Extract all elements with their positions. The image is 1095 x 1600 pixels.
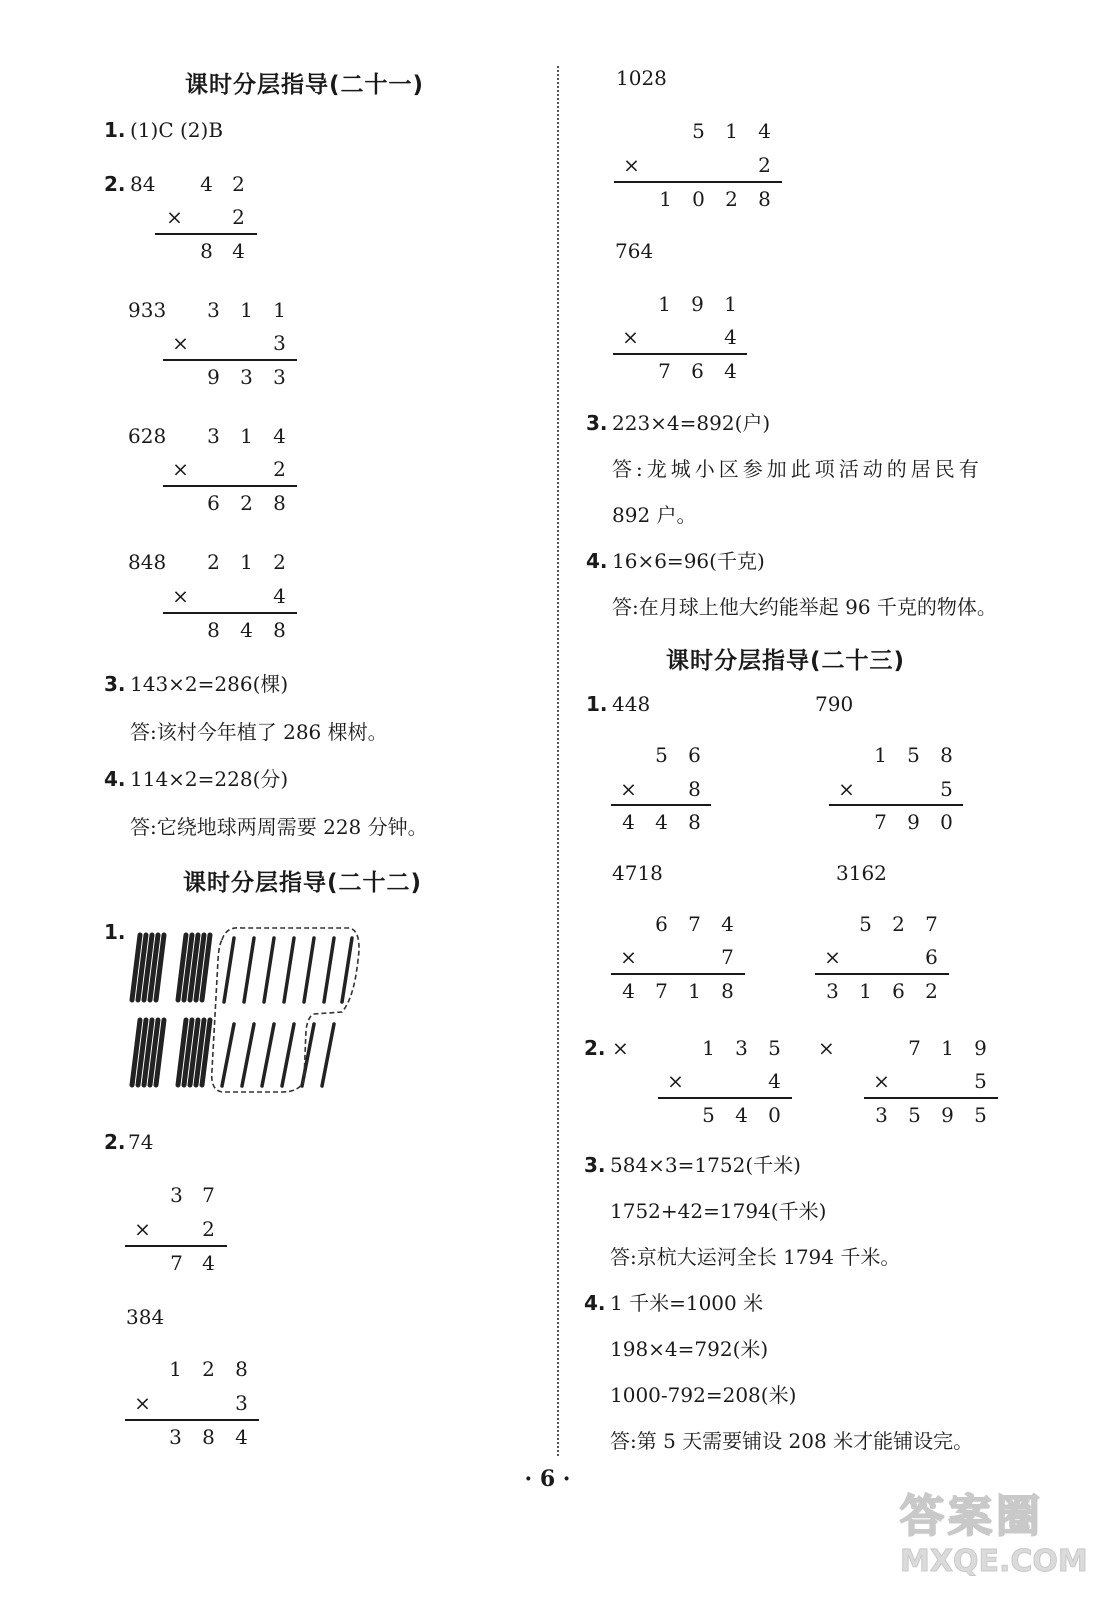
wrong-mark: × <box>612 1036 629 1060</box>
product-digit: 8 <box>273 491 286 515</box>
q4-number: 4. <box>586 549 608 573</box>
multiplier-digit: 3 <box>273 331 286 355</box>
answer-value: 384 <box>126 1305 165 1329</box>
product-digit: 7 <box>170 1251 183 1275</box>
multiplier-digit: 5 <box>940 777 953 801</box>
product-digit: 9 <box>941 1103 954 1127</box>
section-title-23: 课时分层指导(二十三) <box>666 648 906 674</box>
q3-number: 3. <box>104 672 126 696</box>
sum-rule <box>658 1097 792 1099</box>
multiplicand-digit: 3 <box>207 424 220 448</box>
sum-rule <box>163 359 297 361</box>
multiplicand-digit: 1 <box>240 550 253 574</box>
q4-equation: 1 千米=1000 米 <box>610 1291 764 1315</box>
q4-number: 4. <box>104 767 126 791</box>
q3-equation: 584×3=1752(千米) <box>610 1153 801 1177</box>
q3-number: 3. <box>586 411 608 435</box>
bundle-icon <box>178 935 210 1000</box>
product-digit: 9 <box>907 810 920 834</box>
product-digit: 8 <box>721 979 734 1003</box>
times-sign: × <box>134 1391 151 1415</box>
sticks-illustration <box>122 920 367 1095</box>
product-digit: 7 <box>655 979 668 1003</box>
product-digit: 5 <box>974 1103 987 1127</box>
multiplicand-digit: 5 <box>768 1036 781 1060</box>
product-digit: 2 <box>925 979 938 1003</box>
product-digit: 1 <box>859 979 872 1003</box>
multiplicand-digit: 1 <box>240 298 253 322</box>
bundle-icon <box>178 1020 210 1085</box>
times-sign: × <box>620 945 637 969</box>
multiplicand-digit: 5 <box>692 119 705 143</box>
times-sign: × <box>166 205 183 229</box>
product-digit: 7 <box>658 359 671 383</box>
multiplicand-digit: 9 <box>974 1036 987 1060</box>
product-digit: 0 <box>768 1103 781 1127</box>
q4-answer: 答:第 5 天需要铺设 208 米才能铺设完。 <box>610 1429 974 1453</box>
bundle-icon <box>132 935 164 1000</box>
product-digit: 4 <box>240 618 253 642</box>
multiplier-digit: 4 <box>768 1069 781 1093</box>
multiplicand-digit: 6 <box>655 912 668 936</box>
q4-equation: 114×2=228(分) <box>130 767 289 791</box>
watermark-text: 答案圈 <box>900 1491 1044 1542</box>
q3-equation-2: 1752+42=1794(千米) <box>610 1199 827 1223</box>
answer-value: 628 <box>128 424 167 448</box>
multiplicand-digit: 2 <box>232 172 245 196</box>
multiplicand-digit: 8 <box>235 1357 248 1381</box>
multiplier-digit: 6 <box>925 945 938 969</box>
product-digit: 4 <box>724 359 737 383</box>
times-sign: × <box>172 331 189 355</box>
column-divider <box>557 66 559 1456</box>
times-sign: × <box>134 1217 151 1241</box>
q4-number: 4. <box>584 1291 606 1315</box>
product-digit: 7 <box>874 810 887 834</box>
multiplier-digit: 3 <box>235 1391 248 1415</box>
multiplicand-digit: 1 <box>240 424 253 448</box>
multiplicand-digit: 4 <box>758 119 771 143</box>
sum-rule <box>614 181 782 183</box>
times-sign: × <box>838 777 855 801</box>
product-digit: 4 <box>622 979 635 1003</box>
q4-equation-3: 1000-792=208(米) <box>610 1383 797 1407</box>
multiplicand-digit: 1 <box>169 1357 182 1381</box>
multiplicand-digit: 5 <box>859 912 872 936</box>
multiplicand-digit: 7 <box>688 912 701 936</box>
sum-rule <box>613 353 747 355</box>
product-digit: 8 <box>200 239 213 263</box>
answer-value: 3162 <box>836 861 887 885</box>
product-digit: 2 <box>240 491 253 515</box>
product-digit: 4 <box>202 1251 215 1275</box>
sum-rule <box>815 973 949 975</box>
times-sign: × <box>622 325 639 349</box>
multiplicand-digit: 8 <box>940 743 953 767</box>
product-digit: 5 <box>702 1103 715 1127</box>
times-sign: × <box>873 1069 890 1093</box>
sum-rule <box>163 485 297 487</box>
multiplicand-digit: 2 <box>892 912 905 936</box>
product-digit: 3 <box>240 365 253 389</box>
multiplier-digit: 4 <box>724 325 737 349</box>
multiplicand-digit: 5 <box>655 743 668 767</box>
q3-equation: 223×4=892(户) <box>612 411 771 435</box>
section-title-22: 课时分层指导(二十二) <box>183 870 423 896</box>
sum-rule <box>829 804 963 806</box>
product-digit: 0 <box>940 810 953 834</box>
product-digit: 8 <box>207 618 220 642</box>
multiplicand-digit: 1 <box>273 298 286 322</box>
multiplicand-digit: 1 <box>658 292 671 316</box>
multiplier-digit: 2 <box>273 457 286 481</box>
multiplicand-digit: 4 <box>273 424 286 448</box>
multiplicand-digit: 7 <box>908 1036 921 1060</box>
answer-value: 1028 <box>616 66 667 90</box>
times-sign: × <box>623 153 640 177</box>
multiplier-digit: 8 <box>688 777 701 801</box>
multiplicand-digit: 2 <box>207 550 220 574</box>
product-digit: 6 <box>207 491 220 515</box>
product-digit: 3 <box>169 1425 182 1449</box>
multiplicand-digit: 1 <box>874 743 887 767</box>
answer-value: 4718 <box>612 861 663 885</box>
sum-rule <box>611 804 711 806</box>
product-digit: 3 <box>273 365 286 389</box>
product-digit: 5 <box>908 1103 921 1127</box>
multiplicand-digit: 3 <box>735 1036 748 1060</box>
answer-value: 74 <box>128 1130 154 1154</box>
q4-answer: 答:它绕地球两周需要 228 分钟。 <box>130 815 428 839</box>
q4-answer: 答:在月球上他大约能举起 96 千克的物体。 <box>612 595 997 619</box>
q3-answer: 答:龙城小区参加此项活动的居民有 <box>612 457 983 481</box>
product-digit: 4 <box>235 1425 248 1449</box>
answer-value: 848 <box>128 550 167 574</box>
q2-number: 2. <box>104 172 126 196</box>
multiplicand-digit: 1 <box>941 1036 954 1060</box>
product-digit: 8 <box>273 618 286 642</box>
watermark-url: MXQE.COM <box>900 1544 1088 1579</box>
product-digit: 4 <box>622 810 635 834</box>
product-digit: 3 <box>826 979 839 1003</box>
times-sign: × <box>620 777 637 801</box>
multiplicand-digit: 4 <box>200 172 213 196</box>
sum-rule <box>155 233 257 235</box>
multiplicand-digit: 2 <box>273 550 286 574</box>
wrong-mark: × <box>818 1036 835 1060</box>
multiplicand-digit: 2 <box>202 1357 215 1381</box>
q1-number: 1. <box>104 118 126 142</box>
product-digit: 4 <box>735 1103 748 1127</box>
product-digit: 0 <box>692 187 705 211</box>
multiplicand-digit: 6 <box>688 743 701 767</box>
q3-equation: 143×2=286(棵) <box>130 672 289 696</box>
multiplicand-digit: 3 <box>207 298 220 322</box>
product-digit: 4 <box>232 239 245 263</box>
product-digit: 8 <box>202 1425 215 1449</box>
multiplicand-digit: 4 <box>721 912 734 936</box>
multiplicand-digit: 9 <box>691 292 704 316</box>
multiplicand-digit: 1 <box>724 292 737 316</box>
answer-value: 84 <box>130 172 156 196</box>
times-sign: × <box>824 945 841 969</box>
q3-answer: 答:该村今年植了 286 棵树。 <box>130 720 388 744</box>
q4-equation-2: 198×4=792(米) <box>610 1337 769 1361</box>
multiplicand-digit: 7 <box>202 1183 215 1207</box>
multiplicand-digit: 5 <box>907 743 920 767</box>
times-sign: × <box>172 457 189 481</box>
q3-answer: 答:京杭大运河全长 1794 千米。 <box>610 1245 901 1269</box>
sum-rule <box>611 973 745 975</box>
answer-value: 764 <box>615 239 654 263</box>
product-digit: 1 <box>659 187 672 211</box>
answer-value: 933 <box>128 298 167 322</box>
multiplier-digit: 4 <box>273 584 286 608</box>
product-digit: 6 <box>892 979 905 1003</box>
q3-number: 3. <box>584 1153 606 1177</box>
q2-number: 2. <box>584 1036 606 1060</box>
q1-answer: (1)C (2)B <box>130 118 224 142</box>
q3-answer-cont: 892 户。 <box>612 503 697 527</box>
answer-value: 790 <box>815 692 854 716</box>
multiplier-digit: 7 <box>721 945 734 969</box>
product-digit: 8 <box>758 187 771 211</box>
product-digit: 6 <box>691 359 704 383</box>
watermark-logo <box>900 1480 1088 1590</box>
q1-number: 1. <box>586 692 608 716</box>
multiplier-digit: 2 <box>758 153 771 177</box>
multiplier-digit: 5 <box>974 1069 987 1093</box>
multiplicand-digit: 1 <box>702 1036 715 1060</box>
section-title-21: 课时分层指导(二十一) <box>185 72 425 98</box>
answer-value: 448 <box>612 692 651 716</box>
multiplicand-digit: 1 <box>725 119 738 143</box>
multiplicand-digit: 7 <box>925 912 938 936</box>
sum-rule <box>864 1097 998 1099</box>
q1-number: 1. <box>104 920 126 944</box>
product-digit: 4 <box>655 810 668 834</box>
page-number: · 6 · <box>524 1466 571 1492</box>
times-sign: × <box>172 584 189 608</box>
q4-equation: 16×6=96(千克) <box>612 549 765 573</box>
sum-rule <box>163 612 297 614</box>
q2-number: 2. <box>104 1130 126 1154</box>
product-digit: 2 <box>725 187 738 211</box>
product-digit: 1 <box>688 979 701 1003</box>
product-digit: 8 <box>688 810 701 834</box>
multiplicand-digit: 3 <box>170 1183 183 1207</box>
product-digit: 9 <box>207 365 220 389</box>
multiplier-digit: 2 <box>232 205 245 229</box>
sum-rule <box>125 1419 259 1421</box>
sum-rule <box>125 1245 227 1247</box>
multiplier-digit: 2 <box>202 1217 215 1241</box>
times-sign: × <box>667 1069 684 1093</box>
bundle-icon <box>132 1020 164 1085</box>
product-digit: 3 <box>875 1103 888 1127</box>
